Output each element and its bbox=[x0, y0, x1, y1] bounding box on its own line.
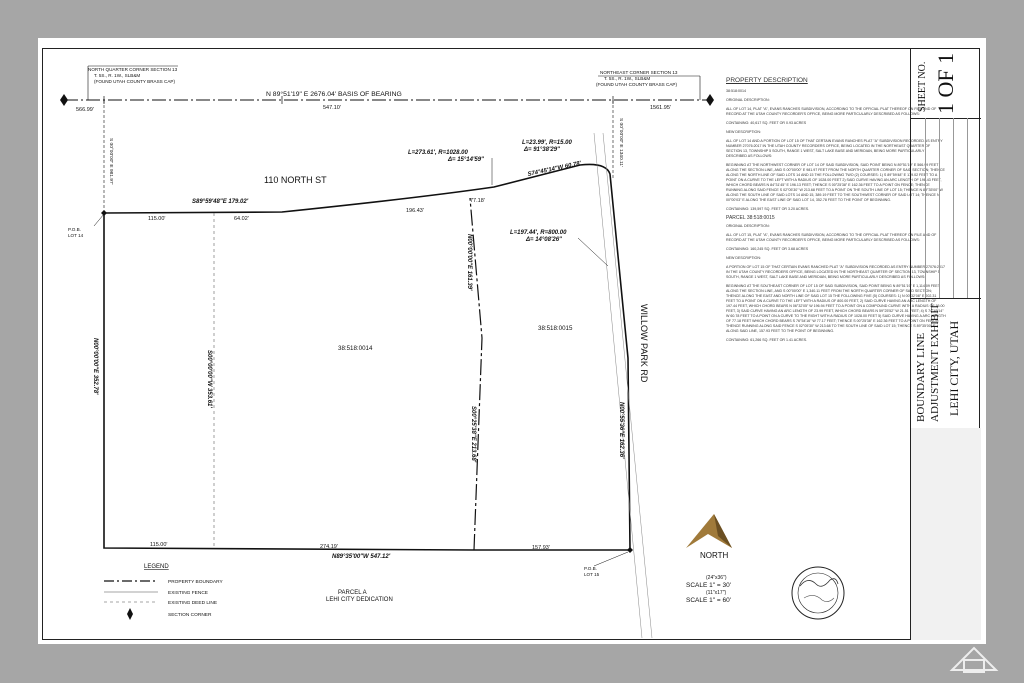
svg-text:Δ= 15°14'59": Δ= 15°14'59" bbox=[448, 157, 484, 163]
parcel-0014: 38:518:0014 bbox=[338, 345, 373, 352]
svg-text:(11"x17"): (11"x17") bbox=[706, 590, 727, 596]
section-corner-icon bbox=[706, 94, 714, 106]
svg-text:L=197.44', R=800.00: L=197.44', R=800.00 bbox=[510, 230, 567, 236]
revision-grid bbox=[911, 118, 981, 299]
svg-text:(FOUND UTAH COUNTY BRASS CAP): (FOUND UTAH COUNTY BRASS CAP) bbox=[94, 79, 175, 84]
svg-text:S 00°00'00" E 981.97': S 00°00'00" E 981.97' bbox=[108, 138, 113, 185]
svg-text:EXISTING DEED LINE: EXISTING DEED LINE bbox=[168, 601, 218, 606]
svg-text:(FOUND UTAH COUNTY BRASS CAP): (FOUND UTAH COUNTY BRASS CAP) bbox=[596, 82, 677, 87]
property-boundary bbox=[104, 164, 630, 550]
svg-text:N00°00'00"E 161.39': N00°00'00"E 161.39' bbox=[466, 234, 472, 291]
svg-text:LOT 15: LOT 15 bbox=[584, 572, 600, 577]
svg-text:(24"x36"): (24"x36") bbox=[706, 575, 727, 581]
property-description: PROPERTY DESCRIPTION 38:518:0014 ORIGINAL DESCRIPTION: ALL OF LOT 14, PLAT "A", EVANS RANCHES SUBDIVISION, ACCORDING TO THE OFFICIAL PLAT THEREOF ON FILE AND OF RECORD AT THE UTAH COUNTY RECORDER'S OFFICE, BEING MORE PARTICULARLY DESCRIBED AS FOLLOWS: CONTAINING: 40,617 SQ. FEET OR 0.93 ACRES NEW DESCRIPTION: ALL OF LOT 14 AND A PORTION OF LOT 15 OF THAT CERTAIN EVANS RANCHES PLAT "A" SUBDIVISION RECORDED AS ENTRY NUMBER 27076:2017 IN THE UTAH COUNTY RECORDERS OFFICE, BEING LOCATED IN THE NORTHEAST QUARTER OF SECTION 13, TOWNSHIP 5 SOUTH, RANGE 1 WEST, SALT LAKE BASE AND MERIDIAN, BEING MORE PARTICULARLY DESCRIBED AS FOLLOWS: BEGINNING AT THE NORTHWEST CORNER OF LOT 14 OF SAID SUBDIVISION, SAID POINT BEING N 89°51'19" E 566.99 FEET ALONG THE SECTION LINE, AND S 00°00'00" E 981.97 FEET FROM THE NORTH QUARTER CORNER OF SAID SECTION; THENCE ALONG THE NORTH LINE OF SAID LOTS 14 AND 15 THE FOLLOWING TWO (2) COURSES: 1) S 89°59'48" E 179.02 FEET TO A POINT ON A CURVE TO THE LEFT WITH A RADIUS OF 1028.00 FEET 2) SAID CURVE HAVING AN ARC LENGTH OF 196.43 FEET, WHICH CHORD BEARS N 84°31'45" E 196.13 FEET; THENCE S 00°25'38" E 162.36 FEET TO A POINT ON FENCE; THENCE RUNNING ALONG SAID FENCE S 02°05'30" W 213.68 FEET TO A POINT ON THE SOUTH LINE OF LOT 15; THENCE N 89°35'00" W ALONG THE SOUTH LINE OF SAID LOTS 14 AND 15, 389.19 FEET TO THE SOUTHWEST CORNER OF SAID LOT 14; THENCE N 00°00'03" E ALONG THE EAST LINE OF SAID LOT 14, 352.78 FEET TO THE POINT OF BEGINNING. CONTAINING: 139,597 SQ. FEET OR 3.20 ACRES. PARCEL 38:518:0015 ORIGINAL DESCRIPTION: ALL OF LOT 15, PLAT "A", EVANS RANCHES SUBDIVISION, ACCORDING TO THE OFFICIAL PLAT THEREOF ON FILE AND OF RECORD AT THE UTAH COUNTY RECORDER'S OFFICE, BEING MORE PARTICULARLY DESCRIBED AS FOLLOWS: CONTAINING: 160,245 SQ. FEET OR 3.68 ACRES NEW DESCRIPTION: A PORTION OF LOT 15 OF THAT CERTAIN EVANS RANCHED PLAT "A" SUBDIVISION RECORDED AS ENTRY NUMBER 27076:2017 IN THE UTAH COUNTY RECORDERS OFFICE, BEING LOCATED IN THE NORTHEAST QUARTER OF SECTION 13, TOWNSHIP 5 SOUTH, RANGE 1 WEST, SALT LAKE BASE AND MERIDIAN, BEING MORE PARTICULARLY DESCRIBED AS FOLLOWS: BEGINNING AT THE SOUTHEAST CORNER OF LOT 15 OF SAID SUBDIVISION, SAID POINT BEING N 89°51'19" E 1,114.09 FEET ALONG THE SECTION LINE, AND S 00°00'00" E 1,340.11 FEET FROM THE NORTH QUARTER CORNER OF SAID SECTION; THENCE ALONG THE EAST AND NORTH LINE OF SAID LOT 15 THE FOLLOWING FIVE (5) COURSES: 1) N 00°32'08" E 202.31 FEET TO A POINT ON A CURVE TO THE LEFT WITH A RADIUS OF 800.00 FEET, 2) SAID CURVE HAVING AN ARC LENGTH OF 197.44 FEET, WHICH CHORD BEARS N 06°32'05" W 196.94 FEET TO A POINT ON A COMPOUND CURVE WITH A RADIUS OF 15.00 FEET, 3) SAID CURVE HAVING AN ARC LENGTH OF 23.99 FEET, WHICH CHORD BEARS N 59°25'52" W 21.51 FEET; 4) S 74°45'14" W 60.78 FEET TO A POINT ON A CURVE TO THE RIGHT WITH A RADIUS OF 1028.00 FEET 5) SAID CURVE HAVING A ARC LENGTH OF 77.18 FEET WHICH CHORD BEARS S 76°54'16" W 77.17 FEET; THENCE S 00°25'38" E 162.36 FEET TO A POINT ON FENCE; THENCE RUNNING ALONG SAID FENCE S 02°05'30" W 213.68 TO THE SOUTH LINE OF SAID LOT 15; THENCE S 89°35'00" E ALONG SAID LINE, 157.93 FEET TO THE POINT OF BEGINNING. CONTAINING: 61,266 SQ. FEET OR 1.41 ACRES. bbox=[726, 77, 946, 342]
svg-text:T. 5S., R. 1W., SLB&M: T. 5S., R. 1W., SLB&M bbox=[94, 73, 141, 78]
parcel-0015: 38:518:0015 bbox=[538, 325, 573, 332]
svg-text:P.O.B.: P.O.B. bbox=[68, 227, 81, 232]
sheet-no-label: SHEET NO. bbox=[917, 61, 928, 112]
sheet-no: 1 OF 1 bbox=[933, 52, 958, 114]
svg-text:SECTION CORNER: SECTION CORNER bbox=[168, 613, 212, 618]
nec-title: NORTHEAST CORNER SECTION 13 bbox=[600, 70, 678, 75]
svg-text:EXISTING FENCE: EXISTING FENCE bbox=[168, 591, 208, 596]
title-line1: BOUNDARY LINE bbox=[915, 332, 927, 422]
svg-text:L=273.61', R=1028.00: L=273.61', R=1028.00 bbox=[408, 150, 468, 156]
svg-text:274.19': 274.19' bbox=[320, 544, 338, 550]
title-block-blank bbox=[911, 428, 981, 640]
fence-line bbox=[594, 133, 642, 638]
svg-text:196.43': 196.43' bbox=[406, 208, 424, 214]
svg-text:S74°45'14"W 60.78': S74°45'14"W 60.78' bbox=[527, 160, 582, 178]
svg-text:P.O.B.: P.O.B. bbox=[584, 566, 597, 571]
svg-text:115.00': 115.00' bbox=[148, 216, 166, 222]
svg-text:N00°55'36"E 162.36': N00°55'36"E 162.36' bbox=[618, 402, 624, 459]
svg-text:LEHI CITY DEDICATION: LEHI CITY DEDICATION bbox=[326, 597, 393, 603]
sheet-number-box bbox=[911, 48, 981, 119]
svg-text:157.93': 157.93' bbox=[532, 545, 550, 551]
title-block bbox=[910, 48, 981, 640]
description-heading: PROPERTY DESCRIPTION bbox=[726, 77, 808, 84]
svg-text:T. 5S., R. 1W., SLB&M: T. 5S., R. 1W., SLB&M bbox=[604, 76, 651, 81]
svg-text:N89°35'00"W 547.12': N89°35'00"W 547.12' bbox=[332, 554, 391, 560]
surveyor-seal bbox=[792, 567, 844, 619]
title-line2: ADJUSTMENT EXHIBIT bbox=[929, 303, 941, 422]
north-label: NORTH bbox=[700, 551, 729, 560]
svg-text:PARCEL A: PARCEL A bbox=[338, 590, 367, 596]
svg-text:S00°00'00"W 353.61': S00°00'00"W 353.61' bbox=[206, 350, 212, 408]
svg-text:1561.95': 1561.95' bbox=[650, 105, 671, 111]
street-north: 110 NORTH ST bbox=[264, 175, 327, 185]
scale-11: SCALE 1" = 60' bbox=[686, 597, 731, 604]
svg-text:566.99': 566.99' bbox=[76, 107, 94, 113]
svg-text:547.10': 547.10' bbox=[323, 105, 341, 111]
svg-text:Δ= 14°08'26": Δ= 14°08'26" bbox=[526, 237, 562, 243]
svg-text:L=23.99', R=15.00: L=23.99', R=15.00 bbox=[522, 140, 572, 146]
basis-of-bearing: N 89°51'19" E 2676.04' BASIS OF BEARING bbox=[266, 91, 402, 98]
north-arrow-icon bbox=[686, 514, 732, 548]
city-label: LEHI CITY, UTAH bbox=[947, 320, 961, 416]
street-east: WILLOW PARK RD bbox=[639, 304, 649, 383]
svg-text:S89°59'48"E 179.02': S89°59'48"E 179.02' bbox=[192, 199, 249, 205]
watermark-logo-icon bbox=[944, 640, 1004, 680]
svg-text:S 00°00'00" E 1340.11': S 00°00'00" E 1340.11' bbox=[618, 118, 623, 167]
svg-text:115.00': 115.00' bbox=[150, 542, 168, 548]
svg-text:64.02': 64.02' bbox=[234, 216, 249, 222]
section-corner-icon bbox=[60, 94, 68, 106]
scale-24: SCALE 1" = 30' bbox=[686, 582, 731, 589]
plat-sheet bbox=[38, 38, 986, 644]
legend-title: LEGEND bbox=[144, 564, 169, 570]
svg-text:LOT 14: LOT 14 bbox=[68, 233, 84, 238]
svg-text:N00°00'00"E 352.78': N00°00'00"E 352.78' bbox=[92, 338, 98, 395]
svg-text:77.18': 77.18' bbox=[470, 198, 485, 204]
drawing-title-box bbox=[911, 298, 981, 429]
svg-text:PROPERTY BOUNDARY: PROPERTY BOUNDARY bbox=[168, 580, 223, 585]
svg-text:Δ= 91°38'29": Δ= 91°38'29" bbox=[524, 147, 560, 153]
legend-swatch-corner bbox=[127, 608, 133, 620]
nqc-title: NORTH QUARTER CORNER SECTION 13 bbox=[88, 67, 178, 72]
svg-text:S00°25'38"E 213.68': S00°25'38"E 213.68' bbox=[470, 406, 476, 463]
